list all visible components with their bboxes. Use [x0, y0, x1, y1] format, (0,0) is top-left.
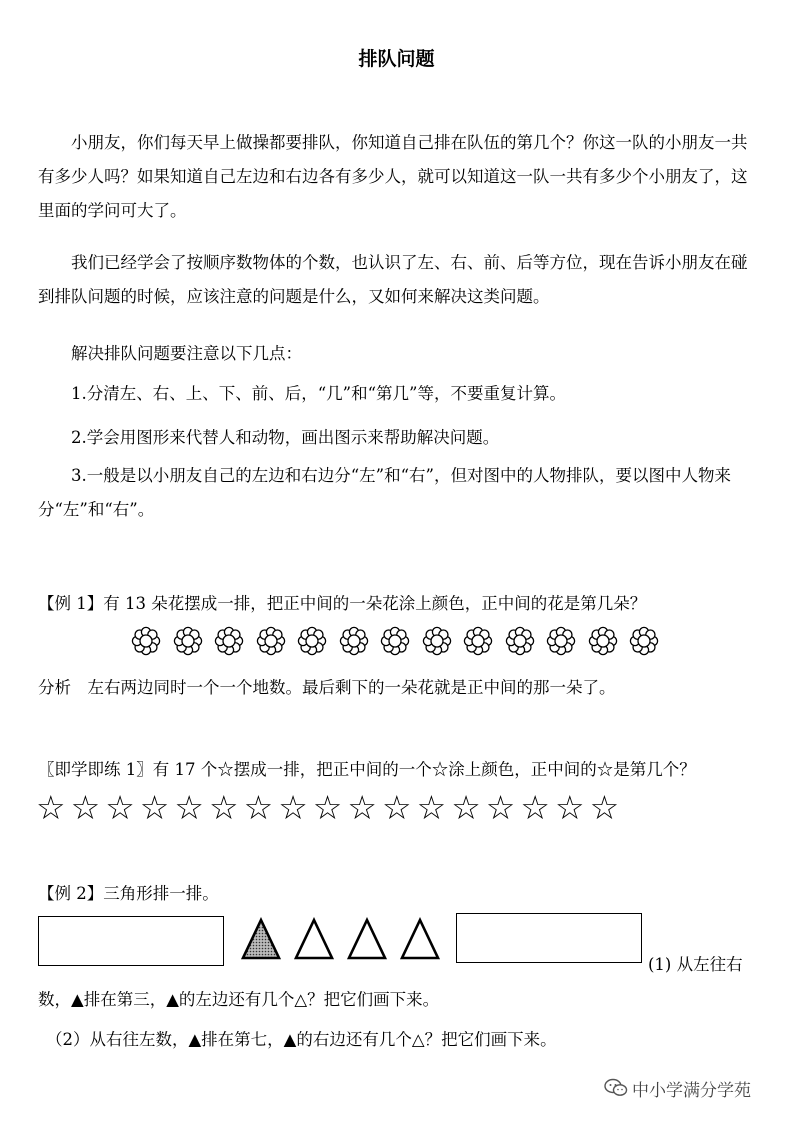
example-2-heading: 【例 2】三角形排一排。 [38, 884, 219, 903]
flower-icon [214, 626, 244, 656]
star-icon: ☆ [70, 788, 101, 827]
star-icon: ☆ [555, 788, 585, 827]
watermark: 中小学满分学苑 [632, 1081, 751, 1101]
intro-paragraph-2: 我们已经学会了按顺序数物体的个数，也认识了左、右、前、后等方位，现在告诉小朋友在碰到排队问题的时候，应该注意的问题是什么，又如何来解决这类问题。 [38, 253, 748, 306]
example-1-question: 【例 1】有 13 朵花摆成一排，把正中间的一朵花涂上颜色，正中间的花是第几朵？ [38, 594, 647, 613]
star-icon: ☆ [347, 788, 377, 827]
star-icon: ☆ [520, 788, 550, 827]
flower-icon [256, 626, 286, 656]
star-icon: ☆ [312, 788, 343, 827]
star-icon: ☆ [589, 788, 620, 827]
flower-icon [131, 626, 161, 656]
intro-paragraph-1: 小朋友，你们每天早上做操都要排队，你知道自己排在队伍的第几个？你这一队的小朋友一共有多少人吗？如果知道自己左边和右边各有多少人，就可以知道这一队一共有多少个小朋友了，这里面的学问可大了。 [38, 133, 748, 220]
flower-icon [505, 626, 535, 656]
star-icon: ☆ [278, 788, 308, 827]
point-2: 2.学会用图形来代替人和动物，画出图示来帮助解决问题。 [71, 428, 500, 447]
star-icon: ☆ [174, 788, 204, 827]
star-icon: ☆ [485, 788, 516, 827]
triangle [346, 917, 388, 961]
star-icon: ☆ [382, 788, 412, 827]
flower-icon [297, 626, 327, 656]
triangle [399, 917, 441, 961]
page-title: 排队问题 [358, 48, 435, 70]
shaded-triangle [240, 917, 282, 961]
flower-icon [463, 626, 493, 656]
intro-paragraph-3: 解决排队问题要注意以下几点： [71, 344, 302, 363]
answer-box-right[interactable] [456, 913, 642, 963]
point-1: 1.分清左、右、上、下、前、后，“几”和“第几”等，不要重复计算。 [71, 384, 566, 403]
answer-box-left[interactable] [38, 916, 224, 966]
star-icon: ☆ [209, 788, 239, 827]
practice-1-question: 〖即学即练 1〗有 17 个☆摆成一排，把正中间的一个☆涂上颜色，正中间的☆是第几个？ [38, 760, 696, 779]
flower-icon [173, 626, 203, 656]
flower-icon [380, 626, 410, 656]
flower-row [131, 626, 671, 658]
star-row [36, 788, 646, 828]
flower-icon [629, 626, 659, 656]
star-icon: ☆ [243, 788, 274, 827]
flower-icon [588, 626, 618, 656]
flower-icon [339, 626, 369, 656]
flower-icon [546, 626, 576, 656]
star-icon: ☆ [451, 788, 481, 827]
star-icon: ☆ [105, 788, 135, 827]
example-1-analysis: 分析 左右两边同时一个一个地数。最后剩下的一朵花就是正中间的那一朵了。 [38, 678, 616, 697]
example-2-q2: （2）从右往左数，▲排在第七，▲的右边还有几个△？把它们画下来。 [46, 1030, 557, 1049]
example-2-q1-rest: 数，▲排在第三，▲的左边还有几个△？把它们画下来。 [38, 990, 440, 1009]
star-icon: ☆ [36, 788, 66, 827]
star-icon: ☆ [416, 788, 447, 827]
example-2-q1-start: (1) 从左往右 [648, 955, 743, 974]
point-3: 3.一般是以小朋友自己的左边和右边分“左”和“右”，但对图中的人物排队，要以图中人物来分“左”和“右”。 [38, 466, 731, 519]
flower-icon [422, 626, 452, 656]
triangle [293, 917, 335, 961]
star-icon: ☆ [139, 788, 170, 827]
wechat-icon [604, 1078, 628, 1098]
